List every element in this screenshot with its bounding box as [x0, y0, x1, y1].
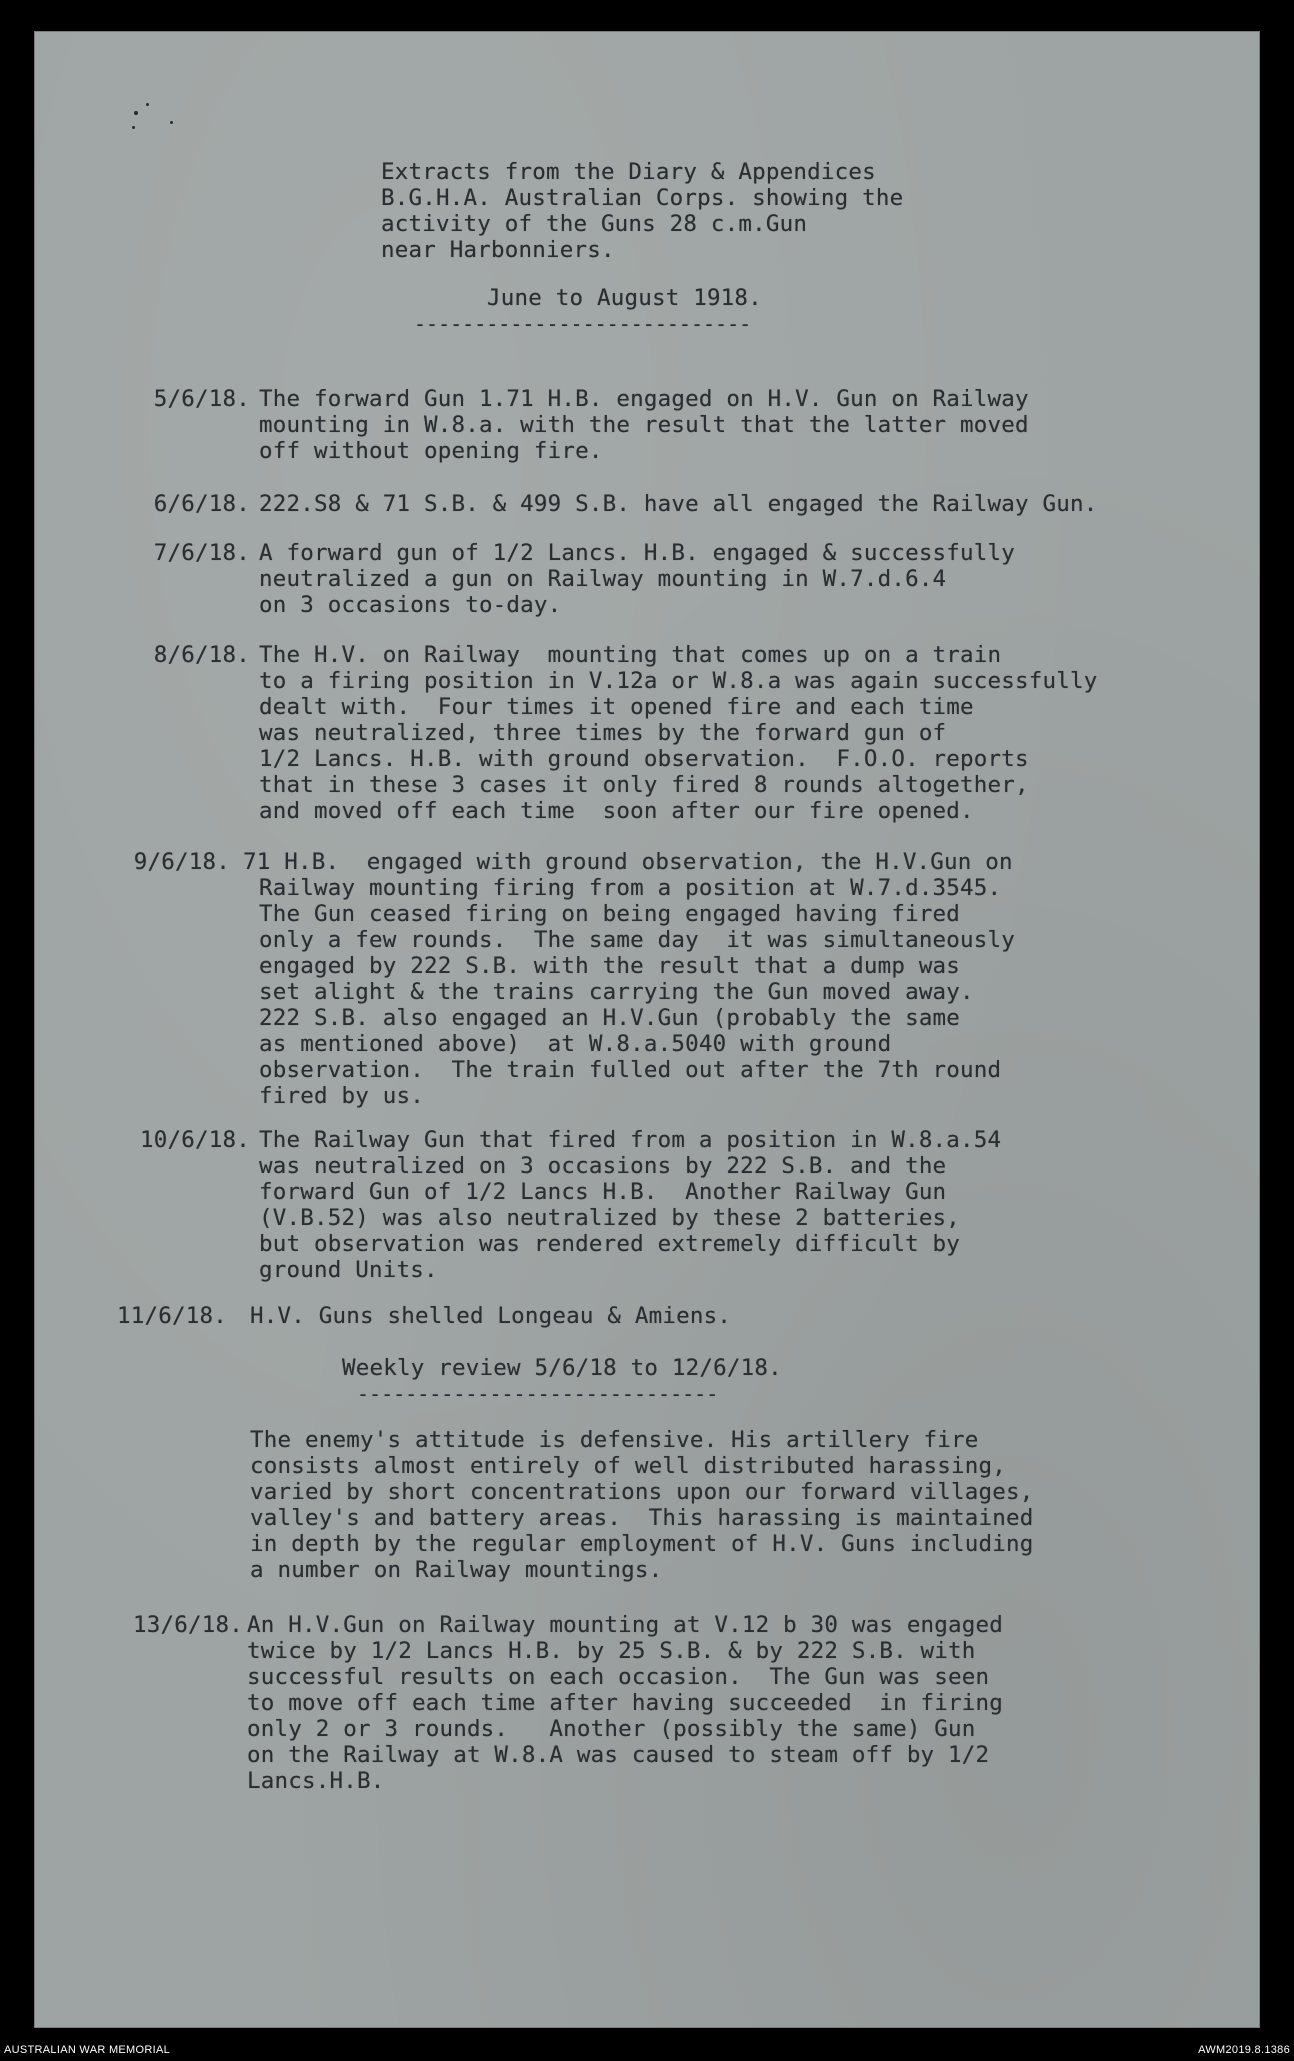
header-line: B.G.H.A. Australian Corps. showing the [381, 185, 904, 211]
entry-line: off without opening fire. [259, 438, 603, 464]
entry-line: observation. The train fulled out after the 7th round [259, 1057, 1002, 1083]
entry-line: successful results on each occasion. The Gun was seen [247, 1664, 990, 1690]
entry-line: H.V. Guns shelled Longeau & Amiens. [250, 1303, 732, 1329]
header-line: Extracts from the Diary & Appendices [381, 159, 876, 185]
entry-line: Railway mounting firing from a position at W.7.d.3545. [259, 875, 1002, 901]
entry-line: ground Units. [259, 1257, 438, 1283]
entry-line: fired by us. [259, 1083, 424, 1109]
footer-accession-number: AWM2019.8.1386 [1198, 2044, 1290, 2056]
entry-line: on the Railway at W.8.A was caused to steam off by 1/2 [247, 1742, 990, 1768]
entry-line: only a few rounds. The same day it was simultaneously [259, 927, 1016, 953]
review-line: valley's and battery areas. This harassing is maintained [250, 1505, 1034, 1531]
header-rule: ---------------------------- [414, 312, 752, 336]
pinhole-mark [170, 121, 173, 124]
entry-line: to a firing position in V.12a or W.8.a was again successfully [259, 668, 1098, 694]
entry-date: 8/6/18. [153, 642, 250, 668]
entry-date: 11/6/18. [117, 1303, 227, 1329]
entry-line: 222.S8 & 71 S.B. & 499 S.B. have all engaged the Railway Gun. [259, 491, 1098, 517]
entry-line: mounting in W.8.a. with the result that the latter moved [259, 412, 1029, 438]
entry-line: 1/2 Lancs. H.B. with ground observation. F.O.O. reports [259, 746, 1029, 772]
entry-line: as mentioned above) at W.8.a.5040 with ground [259, 1031, 892, 1057]
entry-date: 10/6/18. [140, 1127, 250, 1153]
footer-collection-label: AUSTRALIAN WAR MEMORIAL [4, 2044, 171, 2056]
entry-line: set alight & the trains carrying the Gun moved away. [259, 979, 974, 1005]
entry-line: 222 S.B. also engaged an H.V.Gun (probably the same [259, 1005, 961, 1031]
entry-date: 6/6/18. [153, 491, 250, 517]
review-line: in depth by the regular employment of H.V. Guns including [250, 1531, 1034, 1557]
entry-line: only 2 or 3 rounds. Another (possibly the same) Gun [247, 1716, 976, 1742]
entry-line: dealt with. Four times it opened fire and each time [259, 694, 974, 720]
entry-date: 7/6/18. [153, 540, 250, 566]
entry-line: engaged by 222 S.B. with the result that a dump was [259, 953, 961, 979]
weekly-review-title: Weekly review 5/6/18 to 12/6/18. [342, 1355, 782, 1381]
entry-line: twice by 1/2 Lancs H.B. by 25 S.B. & by 222 S.B. with [247, 1638, 976, 1664]
entry-line: 71 H.B. engaged with ground observation, the H.V.Gun on [243, 849, 1013, 875]
entry-line: A forward gun of 1/2 Lancs. H.B. engaged & successfully [259, 540, 1016, 566]
weekly-review-rule: ------------------------------ [357, 1382, 719, 1406]
entry-line: The H.V. on Railway mounting that comes up on a train [259, 642, 1002, 668]
entry-line: The Gun ceased firing on being engaged having fired [259, 901, 961, 927]
entry-line: An H.V.Gun on Railway mounting at V.12 b 30 was engaged [247, 1612, 1004, 1638]
pinhole-mark [134, 111, 138, 115]
header-period: June to August 1918. [487, 285, 762, 311]
entry-line: The Railway Gun that fired from a position in W.8.a.54 [259, 1127, 1002, 1153]
entry-line: on 3 occasions to-day. [259, 592, 562, 618]
entry-line: was neutralized on 3 occasions by 222 S.B. and the [259, 1153, 947, 1179]
entry-line: and moved off each time soon after our fire opened. [259, 798, 974, 824]
pinhole-mark [146, 103, 149, 106]
entry-date: 9/6/18. [133, 849, 230, 875]
entry-line: forward Gun of 1/2 Lancs H.B. Another Railway Gun [259, 1179, 947, 1205]
review-line: consists almost entirely of well distributed harassing, [250, 1453, 1007, 1479]
entry-line: The forward Gun 1.71 H.B. engaged on H.V. Gun on Railway [259, 386, 1029, 412]
entry-line: was neutralized, three times by the forward gun of [259, 720, 947, 746]
review-line: a number on Railway mountings. [250, 1557, 663, 1583]
entry-line: that in these 3 cases it only fired 8 rounds altogether, [259, 772, 1029, 798]
review-line: The enemy's attitude is defensive. His artillery fire [250, 1427, 979, 1453]
entry-line: but observation was rendered extremely difficult by [259, 1231, 961, 1257]
review-line: varied by short concentrations upon our forward villages, [250, 1479, 1034, 1505]
header-line: activity of the Guns 28 c.m.Gun [381, 211, 808, 237]
entry-line: Lancs.H.B. [247, 1768, 385, 1794]
entry-date: 13/6/18. [133, 1612, 243, 1638]
entry-line: (V.B.52) was also neutralized by these 2 batteries, [259, 1205, 961, 1231]
entry-line: to move off each time after having succeeded in firing [247, 1690, 1004, 1716]
pinhole-mark [132, 126, 135, 129]
entry-date: 5/6/18. [153, 386, 250, 412]
entry-line: neutralized a gun on Railway mounting in W.7.d.6.4 [259, 566, 947, 592]
header-line: near Harbonniers. [381, 237, 615, 263]
